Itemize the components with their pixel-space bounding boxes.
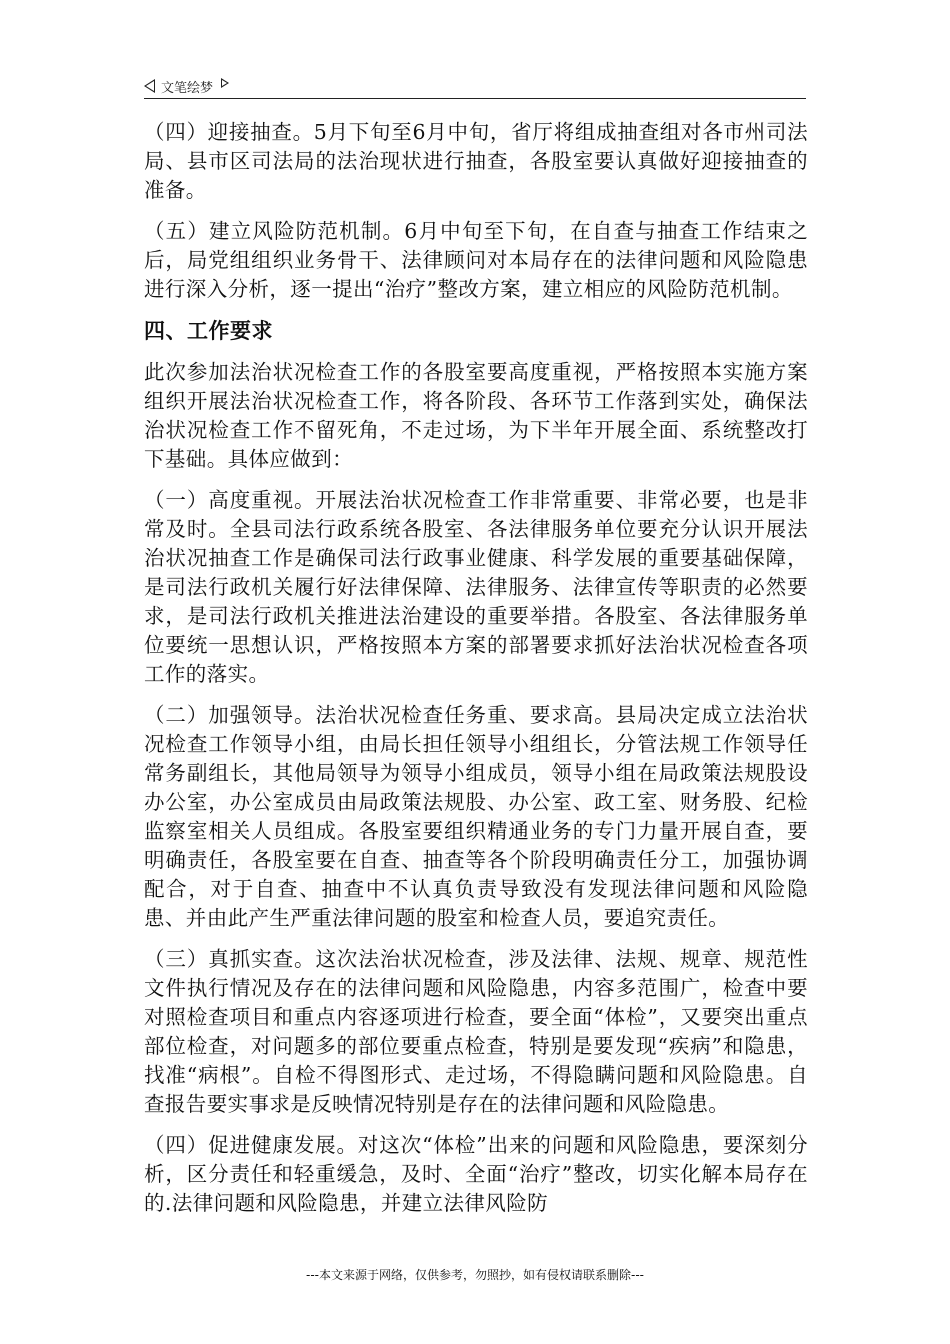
paragraph-inspection-prep: （四）迎接抽查。5月下旬至6月中旬，省厅将组成抽查组对各市州司法局、县市区司法局的法治现状进行抽查，各股室要认真做好迎接抽查的准备。 bbox=[144, 120, 808, 202]
paragraph-requirements-intro: 此次参加法治状况检查工作的各股室要高度重视，严格按照本实施方案组织开展法治状况检查工作，将各阶段、各环节工作落到实处，确保法治状况检查工作不留死角，不走过场，为下半年开展全面、系统整改打下基础。具体应做到： bbox=[144, 360, 808, 471]
paragraph-real-inspection: （三）真抓实查。这次法治状况检查，涉及法律、法规、规章、规范性文件执行情况及存在的法律问题和风险隐患，内容多范围广，检查中要对照检查项目和重点内容逐项进行检查，要全面“体检”，又要突出重点部位检查，对问题多的部位要重点检查，特别是要发现“疾病”和隐患，找准“病根”。自检不得图形式、走过场，不得隐瞒问题和风险隐患。自查报告要实事求是反映情况特别是存在的法律问题和风险隐患。 bbox=[144, 947, 808, 1116]
paragraph-risk-mechanism: （五）建立风险防范机制。6月中旬至下旬，在自查与抽查工作结束之后，局党组组织业务骨干、法律顾问对本局存在的法律问题和风险隐患进行深入分析，逐一提出“治疗”整改方案，建立相应的风险防范机制。 bbox=[144, 219, 808, 301]
page-header bbox=[144, 74, 806, 99]
paragraph-high-priority: （一）高度重视。开展法治状况检查工作非常重要、非常必要，也是非常及时。全县司法行政系统各股室、各法律服务单位要充分认识开展法治状况抽查工作是确保司法行政事业健康、科学发展的重要基础保障，是司法行政机关履行好法律保障、法律服务、法律宣传等职责的必然要求，是司法行政机关推进法治建设的重要举措。各股室、各法律服务单位要统一思想认识，严格按照本方案的部署要求抓好法治状况检查各项工作的落实。 bbox=[144, 488, 808, 686]
page-footer-disclaimer: ---本文来源于网络，仅供参考，勿照抄，如有侵权请联系删除--- bbox=[306, 1268, 644, 1282]
document-body bbox=[144, 118, 808, 1230]
section-heading-work-requirements: 四、工作要求 bbox=[144, 319, 273, 343]
header-title: 文笔绘梦 bbox=[161, 80, 214, 96]
triangle-left-icon bbox=[144, 79, 155, 93]
triangle-right-icon bbox=[221, 78, 229, 88]
paragraph-healthy-development: （四）促进健康发展。对这次“体检”出来的问题和风险隐患，要深刻分析，区分责任和轻重缓急，及时、全面“治疗”整改，切实化解本局存在的.法律问题和风险隐患，并建立法律风险防 bbox=[144, 1133, 808, 1215]
paragraph-strengthen-leadership: （二）加强领导。法治状况检查任务重、要求高。县局决定成立法治状况检查工作领导小组，由局长担任领导小组组长，分管法规工作领导任常务副组长，其他局领导为领导小组成员，领导小组在局政策法规股设办公室，办公室成员由局政策法规股、办公室、政工室、财务股、纪检监察室相关人员组成。各股室要组织精通业务的专门力量开展自查，要明确责任，各股室要在自查、抽查等各个阶段明确责任分工，加强协调配合，对于自查、抽查中不认真负责导致没有发现法律问题和风险隐患、并由此产生严重法律问题的股室和检查人员，要追究责任。 bbox=[144, 703, 808, 930]
